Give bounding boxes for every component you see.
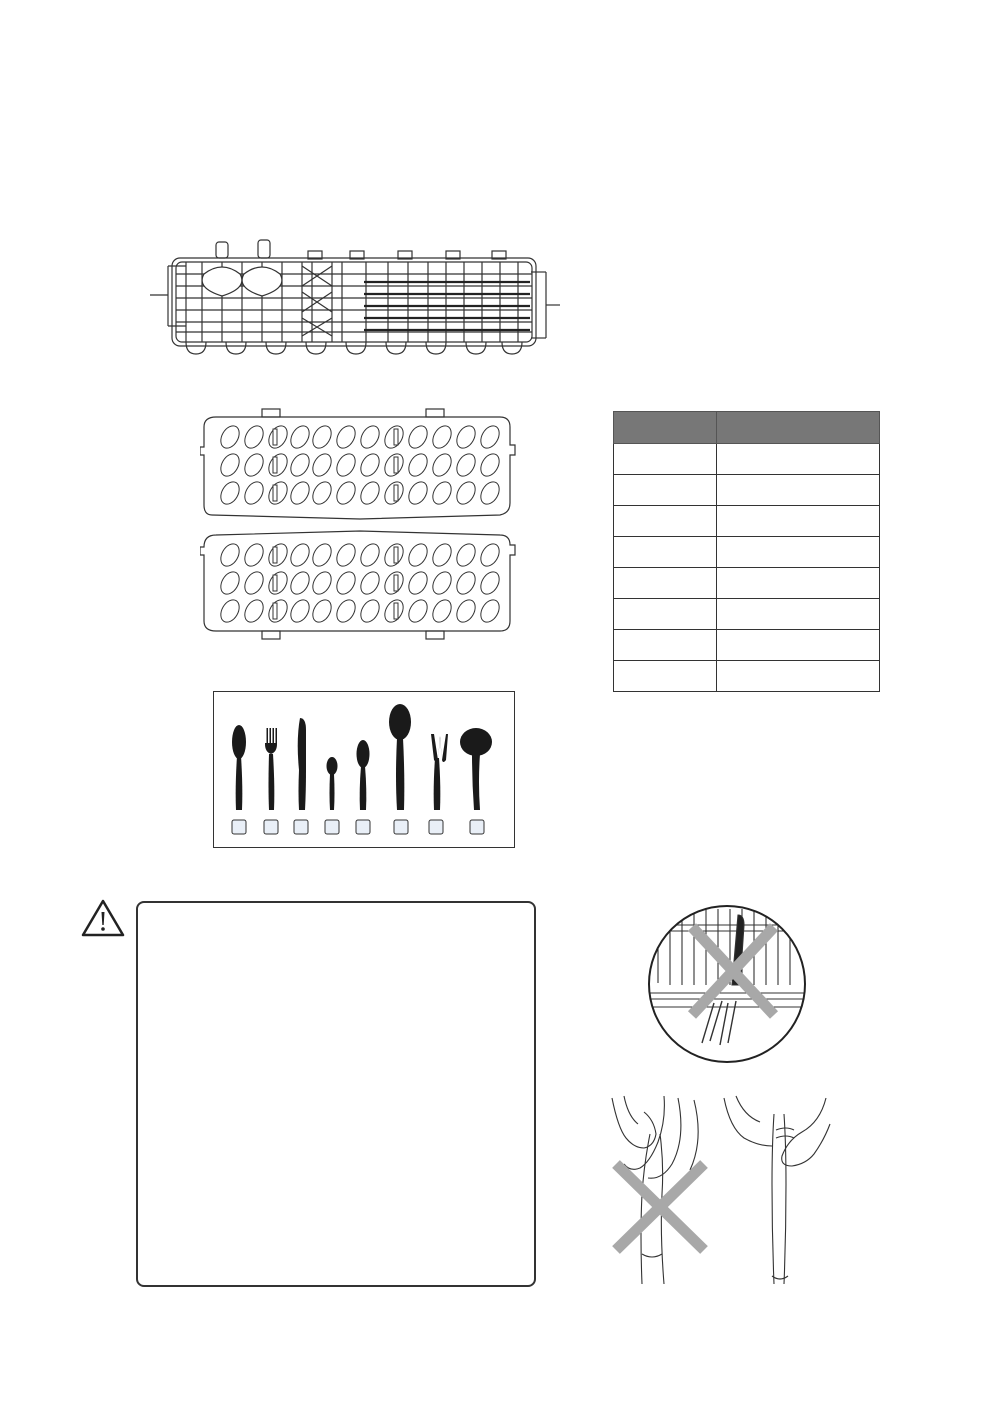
cutlery-legend	[213, 691, 515, 848]
label-box	[294, 820, 308, 834]
grid-hole	[287, 597, 313, 626]
grid-hole	[357, 451, 383, 480]
grid-hole	[477, 451, 503, 480]
grid-hole	[241, 541, 267, 570]
table-row	[614, 475, 880, 506]
grid-slot	[273, 575, 277, 591]
grid-hole	[333, 541, 359, 570]
grid-hole	[217, 479, 243, 508]
table-cell	[717, 568, 880, 599]
warning-text	[138, 903, 534, 939]
grid-hole	[477, 479, 503, 508]
grid-hole	[309, 597, 335, 626]
grid-hole	[477, 597, 503, 626]
grid-hole	[453, 423, 479, 452]
grid-hole	[217, 423, 243, 452]
label-box	[264, 820, 278, 834]
grid-slot	[394, 457, 398, 473]
grid-hole	[405, 479, 431, 508]
grid-hole	[287, 541, 313, 570]
table-header-row	[614, 412, 880, 444]
grid-hole	[287, 423, 313, 452]
grid-hole	[241, 479, 267, 508]
grid-slot	[273, 457, 277, 473]
serving-fork-icon	[431, 734, 448, 810]
grid-hole	[357, 597, 383, 626]
table-row	[614, 661, 880, 692]
fork-icon	[265, 728, 277, 810]
grid-hole	[217, 451, 243, 480]
label-box	[394, 820, 408, 834]
table-row	[614, 599, 880, 630]
table-row	[614, 444, 880, 475]
grid-hole	[309, 479, 335, 508]
grid-hole	[405, 597, 431, 626]
grid-hole	[265, 541, 291, 570]
grid-hole	[333, 479, 359, 508]
label-box	[429, 820, 443, 834]
grid-hole	[429, 597, 455, 626]
grid-hole	[287, 569, 313, 598]
table-cell	[614, 630, 717, 661]
grid-slot	[273, 547, 277, 563]
table-cell	[717, 506, 880, 537]
grid-hole	[217, 541, 243, 570]
grid-hole	[429, 479, 455, 508]
grid-hole	[241, 423, 267, 452]
grid-hole	[405, 451, 431, 480]
grid-hole	[405, 569, 431, 598]
grid-hole	[357, 541, 383, 570]
teaspoon-icon	[327, 757, 338, 810]
hand-correct-placement-icon	[718, 1094, 838, 1294]
grid-slot	[394, 547, 398, 563]
grid-slot	[394, 429, 398, 445]
grid-slot	[394, 575, 398, 591]
grid-hole	[405, 541, 431, 570]
grid-hole	[429, 451, 455, 480]
dessert-spoon-icon	[357, 740, 370, 810]
label-box	[356, 820, 370, 834]
knives-through-grid-crossed-icon	[644, 903, 810, 1065]
table-row	[614, 630, 880, 661]
grid-hole	[453, 479, 479, 508]
grid-slot	[394, 485, 398, 501]
grid-hole	[309, 541, 335, 570]
grid-hole	[477, 569, 503, 598]
tablespoon-icon	[232, 725, 246, 810]
grid-hole	[333, 451, 359, 480]
cutlery-table	[613, 411, 880, 692]
grid-hole	[333, 569, 359, 598]
table-cell	[614, 506, 717, 537]
grid-hole	[477, 423, 503, 452]
cutlery-grid-inserts-icon	[200, 405, 516, 645]
grid-slot	[273, 485, 277, 501]
table-row	[614, 537, 880, 568]
grid-hole	[429, 423, 455, 452]
grid-hole	[453, 541, 479, 570]
grid-hole	[287, 451, 313, 480]
grid-hole	[217, 569, 243, 598]
warning-box	[136, 901, 536, 1287]
table-cell	[614, 537, 717, 568]
grid-slot	[273, 429, 277, 445]
grid-hole	[241, 569, 267, 598]
grid-hole	[265, 423, 291, 452]
table-cell	[717, 444, 880, 475]
grid-hole	[265, 597, 291, 626]
grid-hole	[453, 569, 479, 598]
grid-hole	[333, 423, 359, 452]
table-cell	[614, 475, 717, 506]
label-box	[325, 820, 339, 834]
table-cell	[614, 444, 717, 475]
grid-hole	[429, 541, 455, 570]
grid-slot	[394, 603, 398, 619]
label-box	[232, 820, 246, 834]
grid-hole	[265, 479, 291, 508]
grid-hole	[357, 479, 383, 508]
table-header-cell	[717, 412, 880, 444]
grid-hole	[265, 451, 291, 480]
grid-hole	[241, 597, 267, 626]
label-box	[470, 820, 484, 834]
table-cell	[717, 475, 880, 506]
grid-hole	[453, 597, 479, 626]
grid-hole	[309, 423, 335, 452]
warning-triangle-icon	[80, 898, 126, 938]
grid-hole	[309, 451, 335, 480]
cutlery-basket-top-view-icon	[146, 236, 566, 358]
table-row	[614, 506, 880, 537]
grid-slot	[273, 603, 277, 619]
serving-spoon-icon	[389, 704, 411, 810]
grid-hole	[241, 451, 267, 480]
grid-hole	[287, 479, 313, 508]
table-row	[614, 568, 880, 599]
grid-hole	[333, 597, 359, 626]
table-cell	[717, 630, 880, 661]
ladle-icon	[460, 728, 492, 810]
table-header-cell	[614, 412, 717, 444]
table-cell	[614, 661, 717, 692]
grid-hole	[477, 541, 503, 570]
table-cell	[717, 537, 880, 568]
table-cell	[717, 661, 880, 692]
grid-hole	[217, 597, 243, 626]
grid-hole	[453, 451, 479, 480]
hand-wrong-placement-icon	[604, 1094, 714, 1294]
grid-hole	[405, 423, 431, 452]
table-cell	[614, 568, 717, 599]
table-cell	[717, 599, 880, 630]
grid-hole	[357, 569, 383, 598]
knife-icon	[298, 718, 306, 810]
grid-hole	[309, 569, 335, 598]
grid-hole	[357, 423, 383, 452]
grid-hole	[265, 569, 291, 598]
table-cell	[614, 599, 717, 630]
grid-hole	[429, 569, 455, 598]
